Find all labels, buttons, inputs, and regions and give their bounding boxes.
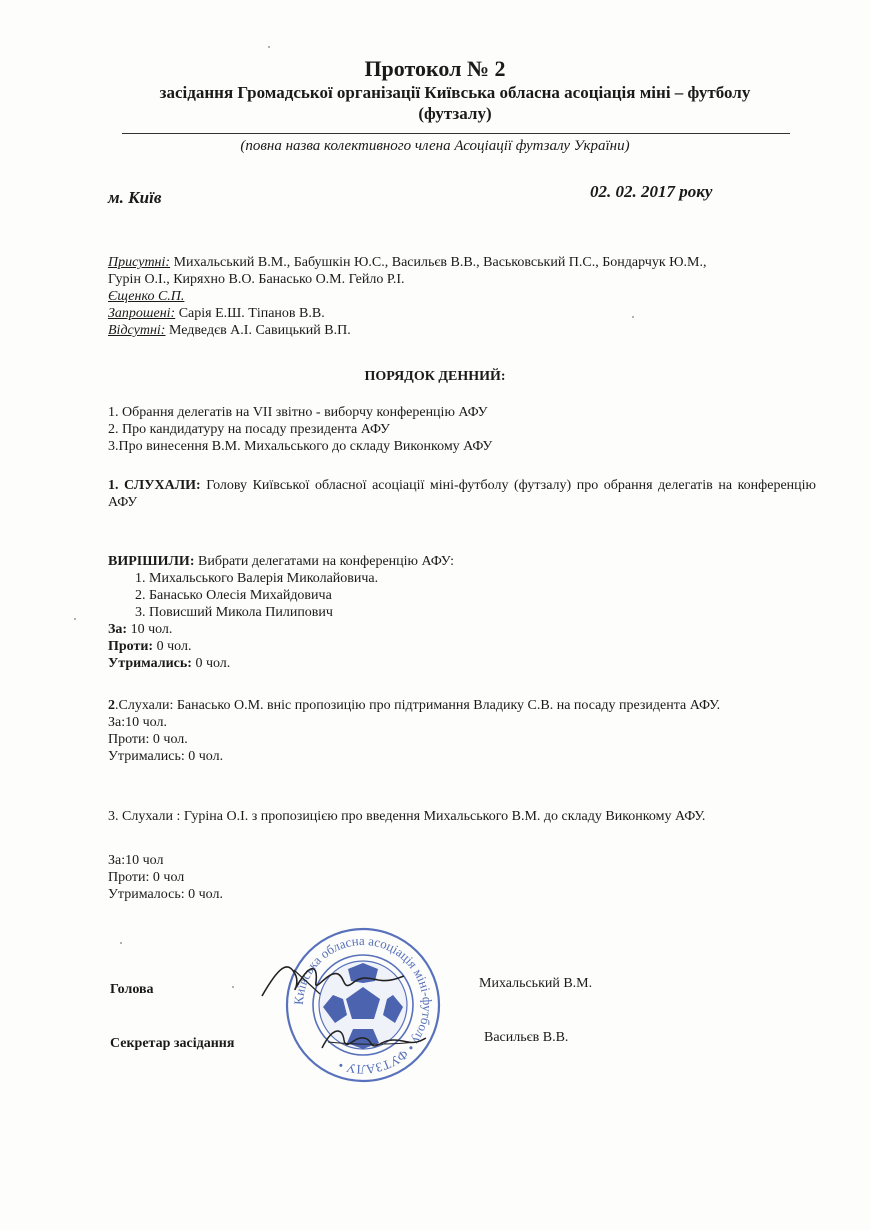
vote-against-value: 0 чол.	[153, 639, 192, 654]
subtitle-line-1: засідання Громадської організації Київська обласна асоціація міні – футболу	[159, 83, 751, 102]
item3-vote-abstain: Утрималось: 0 чол.	[108, 887, 223, 902]
item3-votes	[108, 852, 816, 903]
chair-signature	[258, 948, 408, 1008]
item2-heard	[108, 697, 816, 714]
item2-text: .Слухали: Банасько О.М. вніс пропозицію про підтримання Владику С.В. на посаду президента АФУ.	[115, 698, 721, 713]
invited-label: Запрошені:	[108, 306, 176, 321]
present-names-2: Гурін О.І., Киряхно В.О. Банасько О.М. Гейло Р.І.	[108, 272, 405, 287]
vote-for-label: За:	[108, 622, 128, 637]
item2-vote-abstain: Утримались: 0 чол.	[108, 749, 224, 764]
document-subtitle	[95, 82, 815, 124]
present-names-1: Михальський В.М., Бабушкін Ю.С., Васильєв В.В., Васьковський П.С., Бондарчук Ю.М.,	[170, 255, 707, 270]
decided-line	[108, 553, 816, 570]
invited-line	[108, 305, 816, 322]
attendance-block	[108, 254, 816, 339]
scan-speck	[632, 316, 634, 318]
vote-abstain-label: Утримались:	[108, 656, 192, 671]
secretary-label: Секретар засідання	[110, 1036, 235, 1051]
absent-names: Медведєв А.І. Савицький В.П.	[165, 323, 351, 338]
vote-against-label: Проти:	[108, 639, 154, 654]
document-title: Протокол № 2	[364, 56, 506, 81]
present-label: Присутні:	[108, 255, 171, 270]
secretary-signature	[318, 1018, 428, 1058]
title-underline-rule	[122, 133, 790, 134]
item1-heard	[108, 477, 816, 511]
decided-text: Вибрати делегатами на конференцію АФУ:	[194, 554, 454, 569]
agenda-item: 1. Обрання делегатів на VII звітно - виборчу конференцію АФУ	[108, 405, 488, 420]
vote-abstain	[108, 655, 816, 672]
scan-speck	[74, 618, 76, 620]
item3-vote-against: Проти: 0 чол	[108, 870, 185, 885]
chair-name: Михальський В.М.	[479, 976, 593, 991]
city: м. Київ	[108, 188, 162, 207]
meeting-date: 02. 02. 2017 року	[590, 182, 713, 201]
stamp-ring-text: Київська обласна асоціація міні-футболу • ФУТЗАЛУ •	[290, 932, 436, 1078]
chair-label: Голова	[110, 982, 154, 997]
secretary-name: Васильєв В.В.	[484, 1030, 569, 1045]
present-names-3: Єщенко С.П.	[108, 289, 185, 304]
delegate-item: 1. Михальського Валерія Миколайовича.	[135, 571, 379, 586]
absent-line	[108, 322, 816, 339]
item2-number: 2	[108, 698, 115, 713]
item3-vote-for: За:10 чол	[108, 853, 164, 868]
item2-vote-against: Проти: 0 чол.	[108, 732, 188, 747]
delegate-item: 3. Повисший Микола Пилипович	[135, 605, 333, 620]
scan-speck	[232, 986, 234, 988]
item1-heard-text: Голову Київської обласної асоціації міні-футболу (футзалу) про обрання делегатів на конференцію АФУ	[108, 478, 816, 510]
item1-heard-label: 1. СЛУХАЛИ:	[108, 478, 201, 493]
item1-decided	[108, 553, 816, 672]
item3-heard: 3. Слухали : Гуріна О.І. з пропозицією про введення Михальського В.М. до складу Виконкому АФУ.	[108, 809, 706, 824]
scan-speck	[120, 942, 122, 944]
rule-caption: (повна назва колективного члена Асоціації футзалу України)	[240, 138, 630, 154]
absent-label: Відсутні:	[108, 323, 166, 338]
vote-against	[108, 638, 816, 655]
agenda-item: 3.Про винесення В.М. Михальського до складу Виконкому АФУ	[108, 439, 493, 454]
delegate-item: 2. Банасько Олесія Михайдовича	[135, 588, 332, 603]
vote-for-value: 10 чол.	[127, 622, 173, 637]
vote-abstain-value: 0 чол.	[191, 656, 231, 671]
subtitle-line-2: (футзалу)	[418, 104, 492, 123]
vote-for	[108, 621, 816, 638]
decided-label: ВИРІШИЛИ:	[108, 554, 195, 569]
agenda-item: 2. Про кандидатуру на посаду президента АФУ	[108, 422, 390, 437]
present-line-1	[108, 254, 816, 271]
item2-vote-for: За:10 чол.	[108, 715, 167, 730]
invited-names: Сарія Е.Ш. Тіпанов В.В.	[175, 306, 325, 321]
item2-block	[108, 697, 816, 765]
scan-speck	[268, 46, 270, 48]
agenda-heading: ПОРЯДОК ДЕННИЙ:	[364, 369, 506, 384]
agenda-list	[108, 404, 816, 455]
